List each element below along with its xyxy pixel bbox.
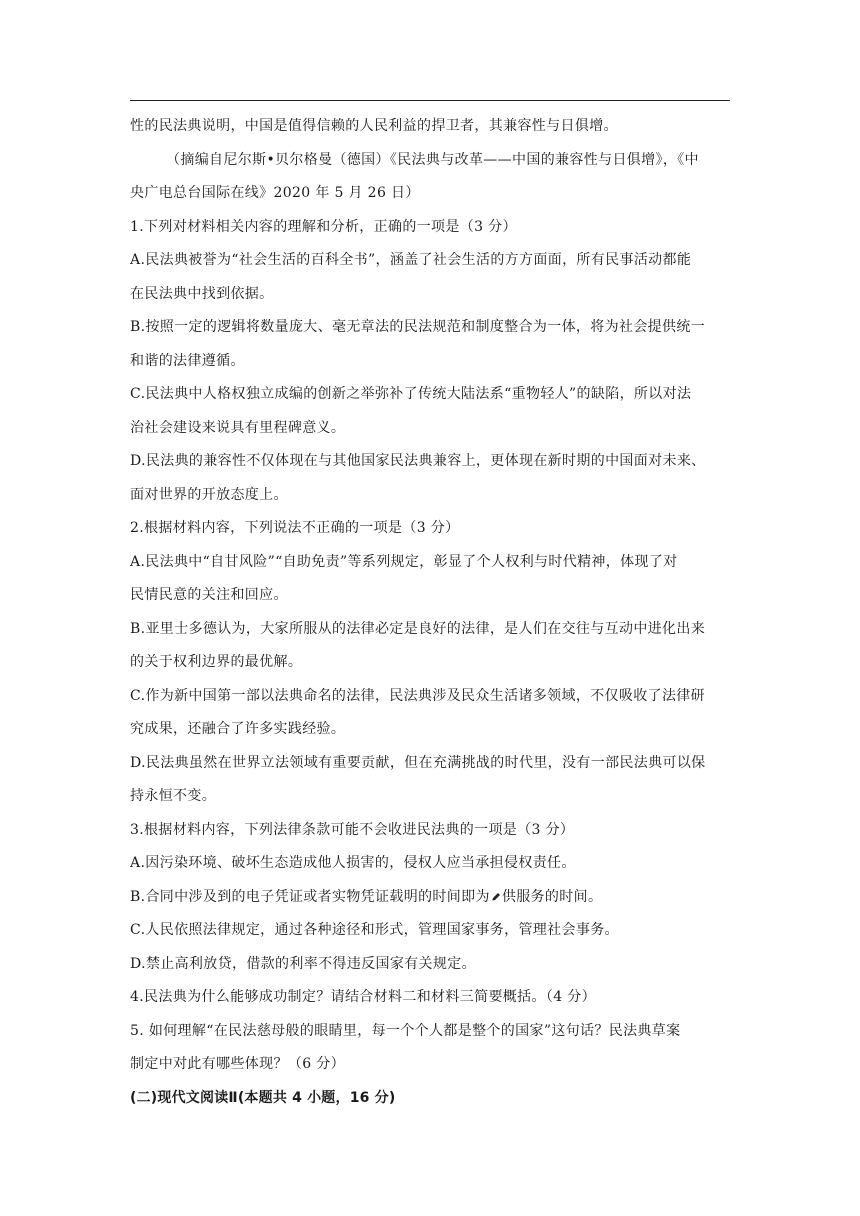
question-3-option-c: C.人民依照法律规定，通过各种途径和形式，管理国家事务，管理社会事务。 bbox=[130, 922, 619, 938]
question-3-stem: 3.根据材料内容，下列法律条款可能不会收进民法典的一项是（3 分） bbox=[130, 821, 575, 838]
header-rule bbox=[130, 100, 730, 101]
question-2-option-a-line-2: 民情民意的关注和回应。 bbox=[130, 587, 288, 603]
section-heading-modern-reading-2: (二)现代文阅读Ⅱ(本题共 4 小题，16 分) bbox=[130, 1089, 396, 1106]
question-3-option-a: A.因污染环境、破坏生态造成他人损害的，侵权人应当承担侵权责任。 bbox=[130, 855, 576, 871]
citation-line-2: 央广电总台国际在线》2020 年 5 月 26 日） bbox=[130, 185, 420, 201]
question-2-option-d-line-1: D.民法典虽然在世界立法领域有重要贡献，但在充满挑战的时代里，没有一部民法典可以保 bbox=[130, 754, 706, 771]
question-1-option-d-line-2: 面对世界的开放态度上。 bbox=[130, 486, 288, 503]
paragraph-line-intro-end: 性的民法典说明，中国是值得信赖的人民利益的捍卫者，其兼容性与日俱增。 bbox=[130, 118, 618, 134]
question-2-option-c-line-1: C.作为新中国第一部以法典命名的法律，民法典涉及民众生活诸多领域，不仅吸收了法律研 bbox=[130, 687, 706, 704]
question-2-stem: 2.根据材料内容，下列说法不正确的一项是（3 分） bbox=[130, 520, 460, 536]
question-1-option-d-line-1: D.民法典的兼容性不仅体现在与其他国家民法典兼容上，更体现在新时期的中国面对未来、 bbox=[130, 453, 706, 469]
question-2-option-d-line-2: 持永恒不变。 bbox=[130, 788, 217, 804]
question-5-stem-line-2: 制定中对此有哪些体现？（6 分） bbox=[130, 1056, 345, 1072]
question-1-option-a-line-2: 在民法典中找到依据。 bbox=[130, 285, 274, 302]
question-1-option-a-line-1: A.民法典被誉为“社会生活的百科全书”，涵盖了社会生活的方方面面，所有民事活动都能 bbox=[130, 252, 692, 268]
question-1-option-b-line-2: 和谐的法律遵循。 bbox=[130, 352, 245, 369]
question-2-option-b-line-2: 的关于权利边界的最优解。 bbox=[130, 654, 303, 670]
question-2-option-a-line-1: A.民法典中“自甘风险”“自助免责”等系列规定，彰显了个人权利与时代精神，体现了对 bbox=[130, 553, 678, 570]
question-3-option-d: D.禁止高利放贷，借款的利率不得违反国家有关规定。 bbox=[130, 955, 476, 972]
question-5-stem-line-1: 5. 如何理解“在民法慈母般的眼睛里，每一个个人都是整个的国家”这句话？民法典草案 bbox=[130, 1022, 681, 1039]
question-2-option-b-line-1: B.亚里士多德认为，大家所服从的法律必定是良好的法律，是人们在交往与互动中进化出来 bbox=[130, 620, 706, 637]
document-body bbox=[130, 110, 730, 1115]
question-3-option-b-text-end: 供服务的时间。 bbox=[501, 888, 603, 905]
question-1-stem: 1.下列对材料相关内容的理解和分析，正确的一项是（3 分） bbox=[130, 218, 517, 235]
question-3-option-b bbox=[130, 881, 730, 915]
question-1-option-c-line-2: 治社会建设来说具有里程碑意义。 bbox=[130, 419, 346, 436]
question-1-option-c-line-1: C.民法典中人格权独立成编的创新之举弥补了传统大陆法系“重物轻人”的缺陷，所以对法 bbox=[130, 386, 692, 402]
question-2-option-c-line-2: 究成果，还融合了许多实践经验。 bbox=[130, 721, 346, 737]
question-4-stem: 4.民法典为什么能够成功制定？请结合材料二和材料三简要概括。（4 分） bbox=[130, 989, 596, 1005]
question-3-option-b-text-start: B.合同中涉及到的电子凭证或者实物凭证载明的时间即为 bbox=[130, 888, 490, 905]
citation-line-1: （摘编自尼尔斯•贝尔格曼（德国）《民法典与改革——中国的兼容性与日俱增》，《中 bbox=[166, 151, 699, 168]
pen-icon bbox=[491, 892, 501, 902]
question-1-option-b-line-1: B.按照一定的逻辑将数量庞大、毫无章法的民法规范和制度整合为一体，将为社会提供统一 bbox=[130, 319, 706, 335]
